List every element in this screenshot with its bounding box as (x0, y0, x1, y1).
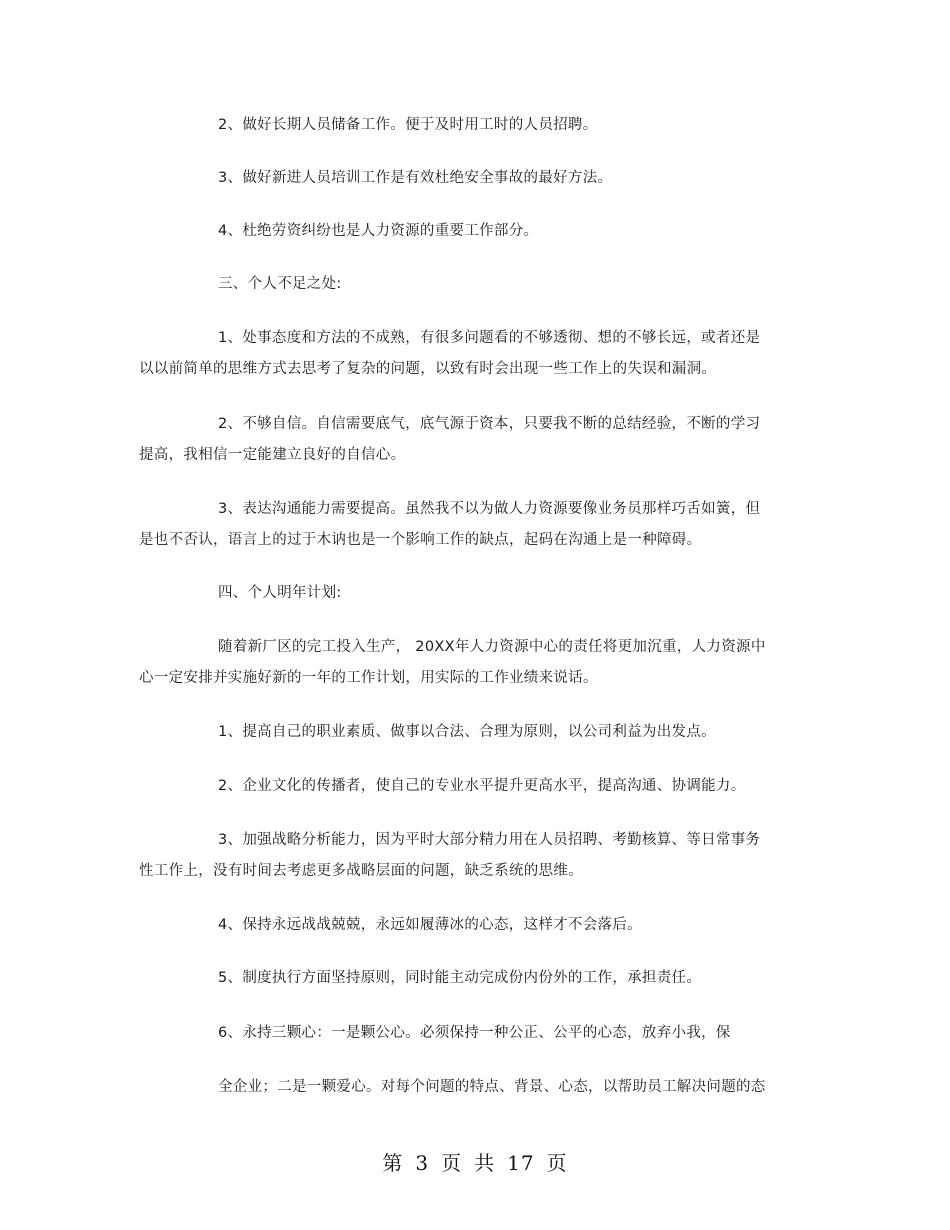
page-label: 第 (382, 1151, 404, 1175)
paragraph-line: 5、制度执行方面坚持原则，同时能主动完成份内份外的工作，承担责任。 (218, 970, 702, 986)
current-page-number: 3 (415, 1151, 430, 1175)
total-label: 共 (474, 1151, 496, 1175)
paragraph-line: 全企业；二是一颗爱心。对每个问题的特点、背景、心态，以帮助员工解决问题的态 (218, 1079, 766, 1095)
paragraph-line: 提高，我相信一定能建立良好的自信心。 (139, 447, 406, 463)
page-label: 页 (441, 1151, 463, 1175)
paragraph-line: 心一定安排并实施好新的一年的工作计划，用实际的工作业绩来说话。 (139, 670, 598, 686)
paragraph-line: 2、不够自信。自信需要底气，底气源于资本，只要我不断的总结经验，不断的学习 (218, 416, 761, 432)
paragraph-line: 3、做好新进人员培训工作是有效杜绝安全事故的最好方法。 (218, 170, 613, 186)
paragraph-line: 2、企业文化的传播者，使自己的专业水平提升更高水平，提高沟通、协调能力。 (218, 778, 746, 794)
paragraph-line: 是也不否认，语言上的过于木讷也是一个影响工作的缺点，起码在沟通上是一种障碍。 (139, 532, 702, 548)
total-pages-number: 17 (507, 1151, 535, 1175)
paragraph-line: 性工作上，没有时间去考虑更多战略层面的问题，缺乏系统的思维。 (139, 863, 583, 879)
paragraph-line: 4、保持永远战战兢兢，永远如履薄冰的心态，这样才不会落后。 (218, 917, 642, 933)
paragraph-line: 1、提高自己的职业素质、做事以合法、合理为原则，以公司利益为出发点。 (218, 724, 716, 740)
paragraph-line: 1、处事态度和方法的不成熟，有很多问题看的不够透彻、想的不够长远，或者还是 (218, 330, 761, 346)
paragraph-line: 随着新厂区的完工投入生产， 20XX年人力资源中心的责任将更加沉重，人力资源中 (218, 639, 766, 655)
page-label: 页 (546, 1151, 568, 1175)
paragraph-line: 6、永持三颗心：一是颗公心。必须保持一种公正、公平的心态，放弃小我，保 (218, 1025, 731, 1041)
page-footer (0, 1150, 950, 1176)
paragraph-line: 3、加强战略分析能力，因为平时大部分精力用在人员招聘、考勤核算、等日常事务 (218, 832, 761, 848)
paragraph-line: 2、做好长期人员储备工作。便于及时用工时的人员招聘。 (218, 117, 598, 133)
section-heading: 四、个人明年计划: (218, 585, 342, 601)
paragraph-line: 以以前简单的思维方式去思考了复杂的问题，以致有时会出现一些工作上的失误和漏洞。 (139, 361, 717, 377)
paragraph-line: 4、杜绝劳资纠纷也是人力资源的重要工作部分。 (218, 223, 539, 239)
section-heading: 三、个人不足之处: (218, 276, 342, 292)
paragraph-line: 3、表达沟通能力需要提高。虽然我不以为做人力资源要像业务员那样巧舌如簧，但 (218, 501, 761, 517)
